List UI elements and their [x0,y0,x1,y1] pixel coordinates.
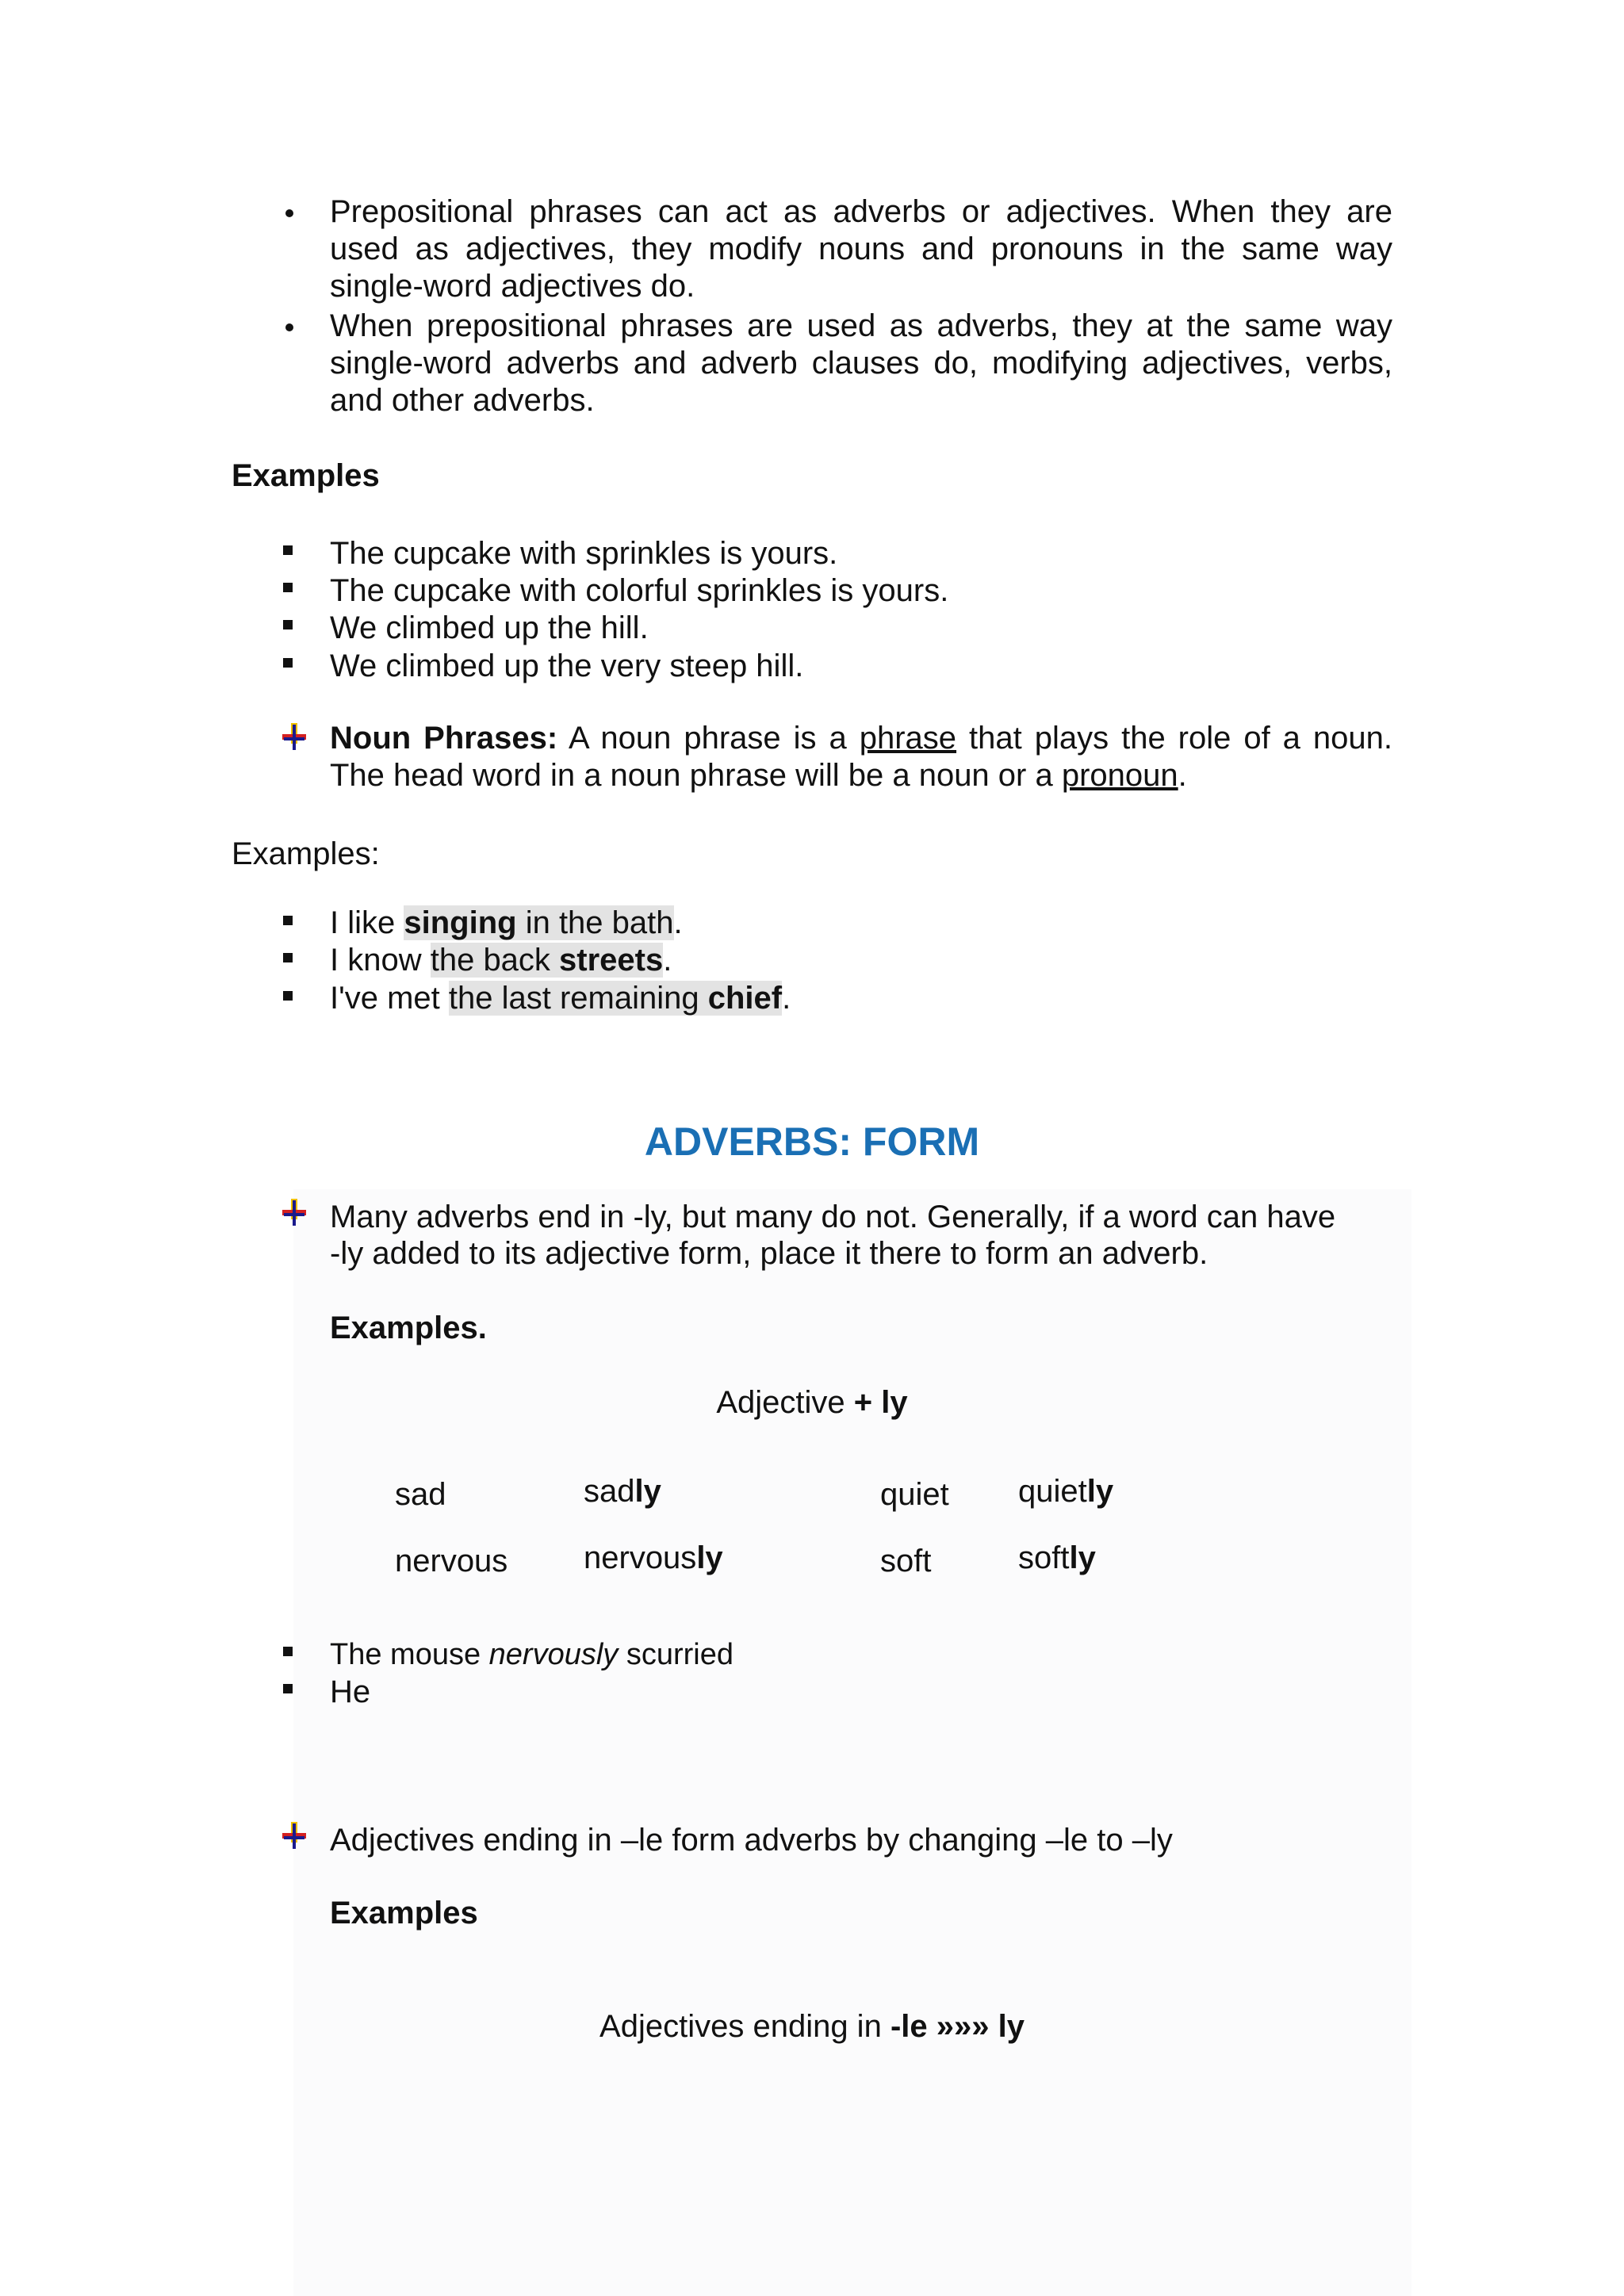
text: . [663,943,672,978]
head-word: chief [707,981,783,1016]
section-heading: ADVERBS: FORM [644,1119,980,1164]
text: The head word in a noun phrase will be a noun or a [330,758,1053,793]
text-line: Prepositional phrases can act as adverbs or adjectives. When they are [330,194,1392,229]
suffix-text: ly [634,1474,661,1509]
list-item [330,942,672,978]
text: in the bath [516,905,674,940]
text: A noun phrase is a [568,721,847,756]
text: that plays the role of a noun. [969,721,1392,756]
intro-bullet-2 [330,308,1392,419]
page-shading [293,1189,1411,2296]
square-bullet-icon [283,991,293,1001]
square-bullet-icon [283,953,293,962]
head-word: singing [404,905,517,940]
square-bullet-icon [283,1647,293,1656]
examples-heading: Examples. [330,1311,487,1345]
square-bullet-icon [283,658,293,668]
text-line [330,720,1392,757]
text-line: single-word adverbs and adverb clauses do, modifying adjectives, verbs, [330,346,1392,381]
word-cell: soft [880,1544,932,1578]
term-label: Noun Phrases: [330,721,558,756]
ly-rule-line-2: -ly added to its adjective form, place it there to form an adverb. [330,1236,1208,1271]
suffix-text: -le »»» ly [890,2009,1025,2044]
square-bullet-icon [283,620,293,629]
text: nervous [584,1540,697,1575]
pronoun-link[interactable]: pronoun [1061,758,1178,793]
text-line: When prepositional phrases are used as adverbs, they at the same way [330,308,1392,343]
square-bullet-icon [283,1684,293,1693]
suffix-text: ly [696,1540,723,1575]
text: Adjective [716,1385,854,1420]
list-item: He [330,1674,371,1709]
word-cell [1018,1473,1113,1510]
plus-arrow-icon [281,1197,308,1229]
highlighted-phrase [449,981,782,1016]
list-item [330,1636,733,1673]
text: the back [430,943,560,978]
text: I like [330,905,404,940]
list-item [330,905,683,941]
formula-le-ly [0,2008,1624,2045]
word-cell: quiet [880,1477,949,1512]
noun-phrases-definition [330,720,1392,794]
text: I've met [330,981,449,1016]
examples-heading: Examples [232,458,380,493]
text: I know [330,943,431,978]
plus-arrow-icon [281,721,308,753]
bullet-dot-icon [285,209,293,217]
head-word: streets [559,943,664,978]
highlighted-phrase [404,905,673,940]
bullet-dot-icon [285,323,293,331]
plus-arrow-icon [281,1820,308,1852]
text-line: and other adverbs. [330,383,595,418]
phrase-link[interactable]: phrase [859,721,957,756]
text: . [782,981,791,1016]
examples-heading: Examples: [232,836,380,871]
text-line [330,757,1392,794]
word-cell: nervous [395,1544,508,1578]
word-cell [584,1540,723,1576]
highlighted-phrase [431,943,664,978]
suffix-text: ly [1086,1474,1114,1509]
list-item: The cupcake with colorful sprinkles is yours. [330,573,949,608]
intro-bullet-1 [330,193,1392,305]
formula-adjective-ly [0,1384,1624,1421]
text: scurried [618,1638,734,1671]
square-bullet-icon [283,583,293,592]
square-bullet-icon [283,916,293,925]
ly-rule-line-1: Many adverbs end in -ly, but many do not. Generally, if a word can have [330,1200,1336,1234]
italic-adverb: nervously [488,1638,619,1671]
suffix-text: ly [1069,1540,1096,1575]
text-line: single-word adjectives do. [330,269,695,304]
text: The mouse [330,1638,489,1671]
list-item [330,980,791,1016]
text: . [673,905,683,940]
suffix-text: + ly [853,1385,908,1420]
text: quiet [1018,1474,1087,1509]
le-rule: Adjectives ending in –le form adverbs by changing –le to –ly [330,1823,1173,1858]
word-cell: sad [395,1477,446,1512]
square-bullet-icon [283,545,293,555]
text: sad [584,1474,635,1509]
list-item: We climbed up the hill. [330,610,649,645]
text: Adjectives ending in [599,2009,891,2044]
text-line: used as adjectives, they modify nouns and pronouns in the same way [330,232,1392,266]
list-item: The cupcake with sprinkles is yours. [330,536,838,571]
word-cell [584,1473,661,1510]
text: soft [1018,1540,1070,1575]
examples-heading: Examples [330,1896,478,1931]
text: the last remaining [448,981,708,1016]
text: . [1178,758,1187,793]
list-item: We climbed up the very steep hill. [330,649,804,683]
word-cell [1018,1540,1096,1576]
